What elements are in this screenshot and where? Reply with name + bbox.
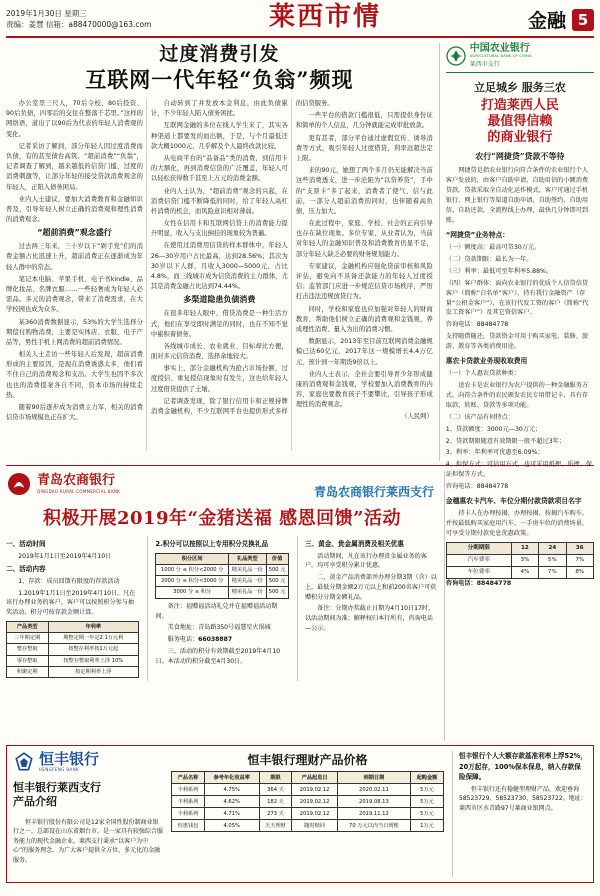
hengfeng-product-table: [171, 771, 444, 832]
hengfeng-desc: [13, 818, 163, 866]
table-cell: 5万元: [410, 796, 443, 808]
qrcb-body: [6, 536, 438, 681]
table-cell: 随时赎回: [292, 820, 337, 832]
qrcb-section-text: 2019年1月1日至2019年4月10日: [18, 552, 112, 560]
paragraph: 随着90后逐步成为消费主力军，相关的消费信贷市场规模也正在扩大。: [6, 404, 143, 422]
paragraph: 记者采访了解到，部分年轻人因过度消费而负债，有的甚至债台高筑。“超前消费”“负翁”，记者调查了解到，越来越低的信贷门槛、过度的消费刺激等，让部分年轻的接受贷款消费观念的年轻人，正陷入债务困局。: [6, 142, 143, 191]
paragraph: 笔记本电脑、苹果手机、电子书kindle、品牌化妆品、名牌衣服……一些轻奢成为年轻人必需品。多元的消费观念，带来了消费需求，在大学校园也成为众多。: [6, 275, 143, 314]
paragraph: 在使用过消费用信贷的样本群体中，年轻人26—30岁用户占比最高，达到28.56%；其次为30岁以下人群，月收入3000—5000元，占比4.8%，而三线城市成为信贷消费的主力群体，尤其是消费金融占比达到74.44%。: [150, 242, 288, 291]
table-cell: 7%: [539, 566, 566, 578]
abc-headline-1: 立足城乡 服务三农: [473, 81, 566, 95]
abc-feature-item: （二）贷款期限：最长为一年。: [445, 255, 533, 263]
table-cell: 车位费率: [446, 566, 511, 578]
qrcb-tel-value: 66038887: [198, 636, 233, 644]
table-cell: 3%: [511, 554, 538, 566]
table-cell: 精美礼品一份: [228, 576, 266, 587]
table-cell: 182 天: [259, 796, 292, 808]
abc-deposit-item: 4、担保方式：可信用方式，也可采用抵押、质押、保证担保等方式。: [445, 461, 593, 479]
qrcb-column-2: [155, 536, 288, 681]
table-cell: 精美礼品一份: [228, 564, 266, 575]
hengfeng-desc-text: 恒丰银行股份有限公司是12家全国性股份制商业银行之一，总部设在山东省烟台市，是一家具有较强综合服务能力的现代金融企业。莱西支行秉承“以客户为中心”的服务理念，为广大客户提供全方位、多元化的金融服务。: [13, 818, 164, 864]
abc-logo-icon: [446, 46, 466, 66]
table-cell: 5万元: [410, 808, 443, 820]
paragraph: 事实上，部分金融机构为抢占市场份额，过度授信、重复授信现象时有发生，这也给年轻人过度借贷提供了土壤。: [150, 365, 288, 393]
table-cell: 恒惠钱包: [172, 820, 205, 832]
abc-feature-item: （三）利率：最低可至年利率5.88%。: [445, 267, 553, 275]
table-cell: 8%: [566, 566, 593, 578]
table-row: [7, 667, 139, 678]
masthead-center: [206, 4, 444, 30]
paragraph: 从电商平台的“品备品”类的消费，到信用卡的大额化，再到消费信贷的广泛覆盖，年轻人可以轻松获得数千甚至上万元的消费金额。: [150, 154, 288, 183]
section-title: 金融: [527, 10, 566, 32]
table-row: [172, 772, 444, 784]
table-header-cell: 12: [511, 542, 538, 554]
masthead: [6, 4, 594, 38]
abc-card-desc: 持卡人在办理按揭、办理按揭、按揭汽车购车、并按最低购买家庭用汽车、一手房车位的消费场景，可享受分期付款免息优惠政策。: [445, 510, 589, 537]
editor-contact: 责编：姜慧 信箱：a88470000@163.com: [6, 20, 152, 30]
hengfeng-left: [13, 751, 163, 877]
abc-deposit-item: 2、贷款期限随意有效期限一般不超过3年；: [445, 437, 566, 445]
qrcb-section-heading: 二、活动内容: [6, 565, 46, 574]
abc-deposit-item: 1、贷款额度：3000元—30万元；: [445, 425, 542, 433]
table-cell: 2019.02.12: [292, 784, 337, 796]
table-cell: 按整存利率按1万元起: [48, 644, 139, 655]
page-number-badge: 5: [572, 9, 594, 31]
table-cell: 4%: [511, 566, 538, 578]
table-cell: 500 元: [266, 564, 288, 575]
abc-card-tel: 咨询电话：88484778: [445, 579, 512, 587]
table-cell: 丰利系列: [172, 784, 205, 796]
table-cell: 汽车费率: [446, 554, 511, 566]
table-header-cell: 分期期限: [446, 542, 511, 554]
hengfeng-promo-title: 恒丰银行个人大额存款基准利率上浮52%，20万起存，100%保本保息，纳入存款保险保障。: [459, 752, 587, 782]
paragraph: 办公室里三尺人，70后令校、80后投资、90后负债，四零后的交往在整落千芯里。”这样的网络语，道出了以90后为代表的年轻人消费观的变化。: [6, 100, 143, 138]
table-cell: 4.05%: [204, 820, 259, 832]
lead-article-body: [6, 99, 433, 451]
paragraph: 各线城市成长、农业就业、目标却比方便，面对多元信贷消费，选择余地较大。: [150, 342, 288, 361]
table-cell: 4.75%: [204, 784, 259, 796]
masthead-right: [444, 4, 594, 33]
table-cell: 4.71%: [204, 808, 259, 820]
qrcb-branch: 青岛农商银行莱西支行: [313, 485, 434, 499]
qrcb-note: 备注：分期办奖截止日期为4月10日17时，以活动期间为准；解释权归本行所有，咨询电话—公示。: [304, 605, 435, 632]
table-header-cell: 礼品类型: [228, 553, 266, 564]
paragraph: 在此过程中，家庭、学校、社会的正向引导也存在缺位现象。多位专家、从业者认为，当前对年轻人的金融知识普及和消费教育仍显不足，部分年轻人缺乏必要的财务规划能力。: [295, 220, 433, 258]
qrcb-logo-icon: [6, 471, 32, 497]
qrcb-campaign-title: 积极开展2019年“金猪送福 感恩回馈”活动: [42, 508, 402, 529]
abc-card-title: 金穗惠农卡汽车、车位分期付款贷款项目名字: [445, 497, 582, 506]
abc-deposit-item: （一）个人惠农贷款种类：: [445, 369, 521, 377]
table-header-cell: 产品类型: [7, 621, 49, 632]
paragraph: 业内人士认为，“超前消费”观念的兴起，在消费信贷门槛不断降低的同时，给了年轻人高杠杆消费的机会，而风险意识相对薄弱。: [150, 187, 288, 215]
table-cell: 精美礼品一份: [228, 587, 266, 598]
table-row: [172, 784, 444, 796]
paragraph: 女性在信用卡和互联网信贷上的消费能力提升明显，收入与支出倒挂的现象较为普遍。: [150, 220, 288, 238]
qrcb-period-note: 三、活动的积分有效期截至2019年4月10日。本活动的积分截至4月30日。: [155, 647, 281, 665]
table-cell: 364 天: [259, 784, 292, 796]
table-cell: 5%: [539, 554, 566, 566]
table-header-cell: 价值: [266, 553, 288, 564]
hengfeng-logo-text: [39, 752, 99, 772]
paragraph: 记者调查发现，除了银行信用卡和正规持牌消费金融机构，不少互联网平台也提供形式多样的信贷服务。: [150, 100, 334, 416]
paragraph: 同时，学校和家庭也应加强对年轻人的财商教育，帮助他们树立正确的消费观和金钱观，养成理性消费、量入为出的消费习惯。: [295, 305, 433, 333]
table-header-cell: 24: [539, 542, 566, 554]
table-header-cell: 期限: [259, 772, 292, 784]
table-row: [156, 587, 288, 598]
table-header-cell: 36: [566, 542, 593, 554]
paragraph: 数据显示，2013年至目前互联网消费金融规模已达60亿元，2017年这一规模增长4.4万亿元，预计到一年期货9倍以上。: [295, 338, 433, 366]
article-subhead: “超前消费”观念盛行: [37, 228, 112, 238]
table-cell: 丰利系列: [172, 796, 205, 808]
table-header-cell: 年利率: [48, 621, 139, 632]
publication-date: 2019年1月30日 星期三: [6, 9, 87, 18]
qrcb-column-3: [305, 536, 438, 681]
qrcb-side-column: [444, 471, 594, 741]
abc-headline-2c: 的商业银行: [487, 130, 553, 146]
abc-brand-en: AGRICULTURAL BANK OF CHINA: [469, 54, 532, 58]
abc-deposit-item: （二）该产品有何特点：: [445, 413, 514, 421]
table-cell: 4.62%: [204, 796, 259, 808]
headline-line-2: 互联网一代年轻“负翁”频现: [85, 66, 354, 92]
table-cell: 500 元: [266, 576, 288, 587]
abc-feature-heading: “网捷贷”业务特点：: [445, 231, 510, 240]
table-cell: 积聚定期: [7, 667, 49, 678]
abc-branch: 莱西市支行: [469, 60, 500, 68]
table-cell: 1万元: [410, 820, 443, 832]
table-cell: 1000 分 ≤ 积分<2000 分: [156, 564, 228, 575]
table-row: [156, 564, 288, 575]
table-cell: 2020.02.11: [337, 784, 410, 796]
table-cell: 7%: [566, 554, 593, 566]
qrcb-deposit-table: [6, 621, 139, 679]
table-cell: 2019.02.12: [292, 808, 337, 820]
table-header-cell: 积分区间: [156, 553, 228, 564]
hengfeng-branch-line2: 产品介绍: [13, 795, 57, 809]
abc-headline-2b: 最值得信赖: [487, 114, 553, 130]
table-header-cell: 产品起息日: [292, 772, 337, 784]
table-cell: 天天理财: [259, 820, 292, 832]
hengfeng-branch-line1: 恒丰银行莱西支行: [13, 781, 101, 794]
hengfeng-table-title: 恒丰银行理财产品价格: [247, 753, 368, 767]
abc-feature-item: （四）客户群体：面向农业银行的优质个人信贷信贷客户（简称“白名单”客户）、持有我行金融资产（存量“公积金客户”）、在该行代发工资的客户（简称“代发工资客户”）及其它资信客户。: [445, 279, 589, 317]
table-row: [7, 633, 139, 644]
qrcb-logo-text: [37, 474, 120, 493]
abc-feature-item: 支持随借随还，贷款资金可用于购买家电、装修、旅游、教育等各类消费用途。: [445, 333, 589, 351]
table-header-cell: 起购金额: [410, 772, 443, 784]
table-row: [156, 553, 288, 564]
paragraph: 业内人士表示，全社会要引导青少年形成健康的消费观和金钱观，学校要加入消费教育的内容，家庭也要教育孩子不要攀比，引导孩子形成理性的消费观念。: [295, 370, 433, 409]
table-cell: 5万元: [410, 784, 443, 796]
table-cell: 2000 分 ≤ 积分<3000 分: [156, 576, 228, 587]
qrcb-brand-cn: 青岛农商银行: [37, 473, 116, 489]
qrcb-section-text: 1.2019年1月1日至2019年4月10日，凡在该行办理业务的客户，客户可以按照积分参与抽奖活动。积分可按存款金额计算。: [6, 589, 136, 617]
table-cell: 按整存整取利率上浮 10%: [48, 655, 139, 666]
paragraph: 互联网金融的多位在线人学生来了，其实各种渠道上都要发的而出额，于是，与个月最低还款大概1000元，几乎解及个人最终改款比较。: [150, 122, 288, 150]
table-cell: 2019.02.12: [292, 796, 337, 808]
paragraph: 某360消费数据显示，53%的大学生选择分期偿付购物消费，主要是实体店、衣服、电子产品等，男性手机上网消费的超前消费情况。: [6, 318, 143, 346]
table-cell: 零存整取: [7, 655, 49, 666]
qrcb-points-table: [155, 553, 288, 599]
table-cell: 期整定期一年定2.1万元利: [48, 633, 139, 644]
qrcb-note: 备注：福赠福活动礼兑并在福赠福活动期间。: [155, 602, 278, 620]
qrcb-section-heading: 2.积分可以按照以上专用积分兑换礼品: [155, 540, 269, 548]
qrcb-tel-label: 服务电话：: [167, 636, 199, 644]
table-cell: 2019.08.13: [337, 796, 410, 808]
table-cell: 3000 分 ≤ 积分: [156, 587, 228, 598]
qrcb-column-1: [6, 536, 139, 681]
table-cell: 整存整取: [7, 644, 49, 655]
qrcb-section-text: 二、黄金产品消费部并办理分期3期（含）以上，最低分期金额2万元以上和前200名客户可获赠积分分期金额礼品。: [304, 574, 437, 601]
paragraph: 在很多年轻人眼中，借贷消费是一种生活方式，他们在享受即时满足的同时，也在不知不觉中累积着债务。: [150, 310, 288, 338]
qrcb-address-label: 美食地址：: [167, 624, 199, 632]
article-subhead: 多渠道隐患负债消费: [183, 295, 256, 305]
qrcb-ad: [6, 471, 438, 741]
table-cell: 2019.11.12: [337, 808, 410, 820]
paragraph: 自动转到了并发放本金利息，由此负债累计，不少年轻人陷入债务困扰。: [150, 100, 288, 118]
hengfeng-brand-en: HENGFENG BANK: [39, 767, 80, 772]
table-row: [7, 655, 139, 666]
qrcb-section-heading: 一、活动时间: [6, 540, 46, 548]
paragraph: 业内人士建议，要加大消费教育和金融知识普及，引导年轻人树立正确的消费观和理性消费的消费观念。: [6, 195, 143, 224]
abc-tel: 咨询电话：88484778: [445, 321, 509, 329]
table-row: [7, 621, 139, 632]
hengfeng-products: [171, 751, 444, 877]
hengfeng-branch: [13, 781, 163, 810]
table-cell: 273 天: [259, 808, 292, 820]
headline-line-1: 过度消费引发: [159, 43, 280, 65]
hengfeng-logo-icon: [13, 751, 35, 773]
table-cell: 70 万元以内当日到账: [337, 820, 410, 832]
abc-logo-text: [470, 43, 532, 69]
qrcb-address-value: 青岛路350号福慧星火锅城: [198, 624, 271, 632]
abc-bank-ad: [439, 43, 594, 587]
table-row: [172, 808, 444, 820]
publication-title: 莱西市情: [268, 2, 381, 32]
article-source: （人民网）: [401, 413, 433, 421]
middle-zone: [6, 465, 594, 741]
hengfeng-brand-cn: 恒丰银行: [39, 750, 100, 768]
table-cell: 三年期定期: [7, 633, 49, 644]
table-header-cell: 到期日期: [337, 772, 410, 784]
table-cell: 500 元: [266, 587, 288, 598]
paragraph: 相关人士走访一些年轻人后发现，超前消费形成的主要原因，是现在消费诱惑太多，他们看不住自己的消费观念和支出。大学生也因不多次也也的消费提案各自不同，资本市场的持续走热。: [6, 351, 143, 399]
abc-intro: 网捷贷是指农业银行向符合条件的农业银行个人客户发放的，由客户自助申请、自助用信的小额消费贷款。贷款采取全自动化运作模式，客户可通过手机银行、网上银行等渠道自助申请、自助签约、自助用信、自助还款，全流程线上办理，最快几分钟即可到账。: [445, 167, 589, 225]
qrcb-address: [155, 623, 288, 633]
paragraph: 来的90元，她想了两个多月仍无能解决当前这些消费透支，进一步沦陷为“以贷养贷”，手中的“支票卡”多了起来，消费者了使气、信与此前，一部分人超前消费的同时，也伴随着高负债、压力加大。: [295, 167, 433, 215]
qrcb-section-text: 活动期间，凡在该行办理贵金属业务的客户，均可享受积分累计优惠。: [304, 552, 427, 570]
table-row: [172, 820, 444, 832]
abc-feature-item: （一）额度高：最高可贷30万元。: [445, 243, 541, 251]
lead-headline: [6, 43, 433, 93]
table-header-cell: 产品名称: [172, 772, 205, 784]
abc-deposit-title: 惠农卡贷款业务现收取费用: [445, 357, 528, 366]
qrcb-brand-en: QINGDAO RURAL COMMERCIAL BANK: [37, 488, 121, 494]
qrcb-tel: [155, 635, 288, 645]
abc-brand-cn: 中国农业银行: [469, 43, 530, 54]
abc-deposit-tel: 咨询电话：88484778: [445, 483, 509, 491]
qrcb-section-text: 1、存款：成员回馈有限度的存款活动: [18, 577, 120, 585]
hengfeng-ad: [6, 745, 594, 883]
hengfeng-logo: [13, 751, 163, 773]
table-row: [172, 796, 444, 808]
masthead-meta: [6, 4, 206, 31]
paragraph: 过去两三年来，三十岁以下“剁手党”们的消费金额占比迅速上升，超前消费正在逐渐成为年轻人群中的常态。: [6, 243, 143, 271]
table-cell: 按定期利率上浮: [48, 667, 139, 678]
hengfeng-right: [452, 751, 587, 877]
abc-product-title: 农行“网捷贷”贷款不等待: [475, 150, 565, 161]
abc-logo: [446, 43, 594, 73]
paragraph: 更有甚者，部分平台通过虚假宣传、诱导消费等方式，吸引年轻人过度借贷，利率远超法定上限。: [295, 134, 433, 162]
table-header-cell: 参考年化收益率: [204, 772, 259, 784]
paragraph: 专家建议，金融机构应强化贷前审核和风险评估，避免向不具备还款能力的年轻人过度授信；监管部门应进一步规范信贷市场秩序，严厉打击违法违规放贷行为。: [295, 262, 433, 301]
lead-article: [6, 43, 433, 461]
abc-deposit-item: 送农卡是农业银行为农户提供的一种金融服务方式，向符合条件的农民颁发农民专用借记卡，具有存取款、转账、贷款等多项功能。: [445, 381, 589, 409]
hengfeng-promo-body: 恒丰银行还有稳健型理财产品，欢迎垂询58523729、58523730、58523722。地址：莱西市区水青路97号莱商业银网点。: [459, 785, 587, 812]
table-row: [156, 576, 288, 587]
abc-headline-2a: 打造莱西人民: [480, 97, 559, 113]
qrcb-section-heading: 三、黄金、贵金属消费及相关优惠: [304, 540, 404, 548]
abc-deposit-item: 3、利率：年利率可优惠至6.09%；: [445, 449, 544, 457]
abc-headline-2: [446, 98, 594, 147]
paragraph: 一些平台的借款门槛很低，只需提供身份证和简单的个人信息，几分钟就能完成审批放款。: [295, 112, 433, 130]
table-cell: 丰利系列: [172, 808, 205, 820]
table-row: [7, 644, 139, 655]
